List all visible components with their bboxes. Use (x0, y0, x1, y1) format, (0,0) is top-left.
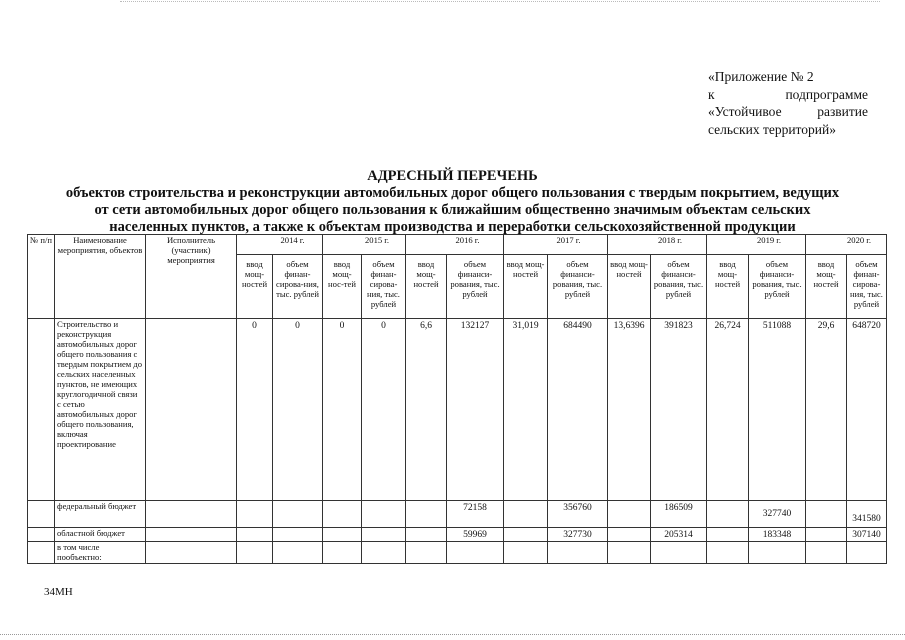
header-sub-capacity: ввод мощ-ностей (806, 255, 847, 319)
cell: 0 (237, 319, 273, 501)
header-sub-capacity: ввод мощ-ностей (504, 255, 548, 319)
cell: 307140 (847, 528, 887, 542)
table-row (28, 501, 887, 528)
document-title: АДРЕСНЫЙ ПЕРЕЧЕНЬ (367, 168, 538, 184)
cell (237, 528, 273, 542)
cell: 327730 (548, 528, 608, 542)
appendix-line-2: к подпрограмме (708, 86, 868, 102)
scan-artifact-bottom (0, 634, 905, 635)
cell: 0 (362, 319, 406, 501)
header-year-2014: 2014 г. (237, 235, 323, 255)
header-executor: Исполнитель (участник) мероприятия (146, 235, 237, 319)
page-code: 34МН (44, 586, 73, 598)
cell (707, 542, 749, 564)
cell: 6,6 (406, 319, 447, 501)
header-sub-funding: объем финанси-рования, тыс. рублей (749, 255, 806, 319)
header-num: № п/п (28, 235, 55, 319)
cell: 511088 (749, 319, 806, 501)
appendix-line-4: сельских территорий» (708, 121, 836, 137)
cell (273, 542, 323, 564)
cell: 72158 (447, 501, 504, 528)
cell: 183348 (749, 528, 806, 542)
document-subtitle-line-2: от сети автомобильных дорог общего пользования к ближайшим общественно значимым объектам сельских (94, 202, 811, 218)
header-sub-funding: объем финанси-рования, тыс. рублей (548, 255, 608, 319)
document-subtitle-line-3: населенных пунктов, а также к объектам производства и переработки сельскохозяйственной продукции (109, 219, 796, 235)
cell (806, 501, 847, 528)
row-name: федеральный бюджет (55, 501, 146, 528)
cell: 341580 (847, 501, 887, 528)
cell: 0 (273, 319, 323, 501)
cell: 648720 (847, 319, 887, 501)
cell (447, 542, 504, 564)
cell: 59969 (447, 528, 504, 542)
cell (806, 528, 847, 542)
cell (548, 542, 608, 564)
header-sub-funding: объем финанси-рования, тыс. рублей (651, 255, 707, 319)
table-row (28, 542, 887, 564)
header-year-2018: 2018 г. (608, 235, 707, 255)
row-executor (146, 501, 237, 528)
cell (504, 542, 548, 564)
address-list-table (27, 234, 887, 564)
header-sub-capacity: ввод мощ-ностей (707, 255, 749, 319)
appendix-line-3: «Устойчивое развитие (708, 104, 868, 119)
cell (273, 501, 323, 528)
cell (651, 542, 707, 564)
cell: 327740 (749, 501, 806, 528)
cell: 132127 (447, 319, 504, 501)
cell (608, 528, 651, 542)
row-name: Строительство и реконструкция автомобильных дорог общего пользования с твердым покрытием до сельских населенных пунктов, не имеющих круглогодичной связи с сетью автомобильных дорог общего пользования, включая проектирование (55, 319, 146, 501)
header-year-2020: 2020 г. (806, 235, 887, 255)
cell (237, 542, 273, 564)
cell (237, 501, 273, 528)
cell (608, 501, 651, 528)
cell: 26,724 (707, 319, 749, 501)
cell: 186509 (651, 501, 707, 528)
header-sub-funding: объем финан-сирова-ния, тыс. рублей (273, 255, 323, 319)
row-executor (146, 528, 237, 542)
cell (504, 501, 548, 528)
cell (806, 542, 847, 564)
cell: 29,6 (806, 319, 847, 501)
row-name: областной бюджет (55, 528, 146, 542)
cell (362, 528, 406, 542)
cell: 684490 (548, 319, 608, 501)
header-sub-funding: объем финан-сирова-ния, тыс. рублей (362, 255, 406, 319)
table-header-row-years (28, 235, 887, 255)
document-subtitle-line-1: объектов строительства и реконструкции автомобильных дорог общего пользования с твердым покрытием, ведущих (65, 185, 840, 201)
row-num (28, 319, 55, 501)
cell (362, 542, 406, 564)
header-name: Наименование мероприятия, объектов (55, 235, 146, 319)
appendix-line-1: «Приложение № 2 (708, 69, 814, 84)
row-num (28, 528, 55, 542)
cell (406, 542, 447, 564)
cell: 391823 (651, 319, 707, 501)
header-sub-capacity: ввод мощ-ностей (608, 255, 651, 319)
table-row (28, 319, 887, 501)
row-executor (146, 319, 237, 501)
header-sub-capacity: ввод мощ-ностей (406, 255, 447, 319)
cell (406, 501, 447, 528)
cell (323, 542, 362, 564)
header-year-2016: 2016 г. (406, 235, 504, 255)
cell (323, 501, 362, 528)
cell (406, 528, 447, 542)
header-sub-capacity: ввод мощ-нос-тей (323, 255, 362, 319)
header-sub-funding: объем финанси-рования, тыс. рублей (447, 255, 504, 319)
appendix-note (708, 68, 868, 138)
cell: 13,6396 (608, 319, 651, 501)
header-sub-capacity: ввод мощ-ностей (237, 255, 273, 319)
cell (323, 528, 362, 542)
cell (273, 528, 323, 542)
cell (707, 528, 749, 542)
cell (362, 501, 406, 528)
cell (504, 528, 548, 542)
cell: 205314 (651, 528, 707, 542)
header-year-2019: 2019 г. (707, 235, 806, 255)
row-num (28, 501, 55, 528)
row-name: в том числе пообъектно: (55, 542, 146, 564)
row-executor (146, 542, 237, 564)
row-num (28, 542, 55, 564)
cell (707, 501, 749, 528)
table-row (28, 528, 887, 542)
cell: 31,019 (504, 319, 548, 501)
cell: 356760 (548, 501, 608, 528)
header-year-2017: 2017 г. (504, 235, 608, 255)
header-year-2015: 2015 г. (323, 235, 406, 255)
header-sub-funding: объем финан-сирова-ния, тыс. рублей (847, 255, 887, 319)
cell (608, 542, 651, 564)
scan-artifact-top (120, 1, 880, 2)
cell (749, 542, 806, 564)
cell: 0 (323, 319, 362, 501)
cell (847, 542, 887, 564)
